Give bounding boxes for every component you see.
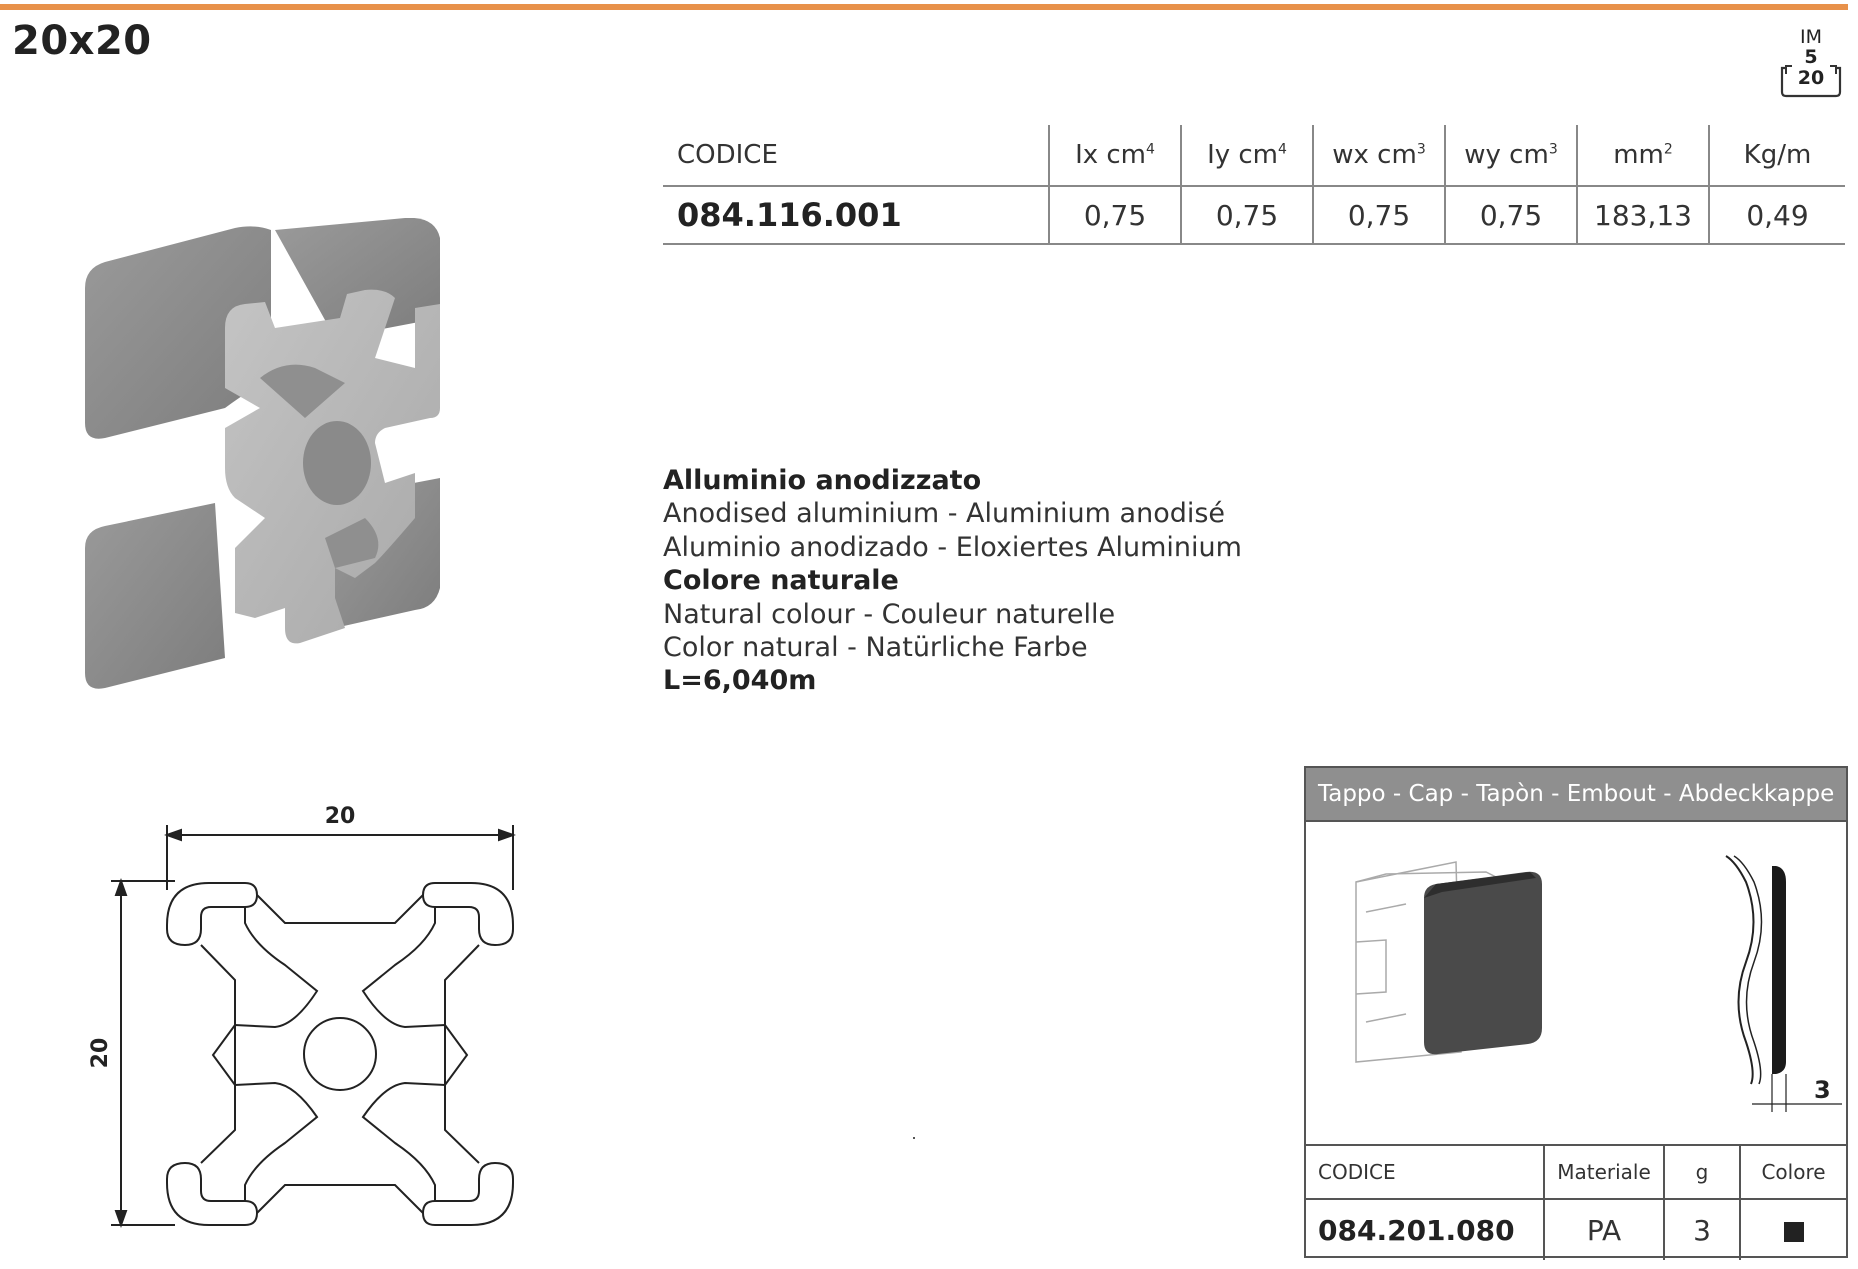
cap-side-section <box>1772 866 1786 1074</box>
profile-center-hole <box>303 421 371 505</box>
spec-iy: 0,75 <box>1181 186 1313 244</box>
profile-technical-drawing <box>85 795 545 1235</box>
cap-table <box>1306 1144 1846 1260</box>
width-dimension-label: 20 <box>324 804 356 829</box>
cap-header-colore: Colore <box>1740 1145 1846 1199</box>
im-badge <box>1778 22 1844 98</box>
page-title: 20x20 <box>12 18 152 64</box>
spec-area: 183,13 <box>1577 186 1709 244</box>
cap-profile-wave <box>1726 856 1754 1084</box>
cap-panel <box>1304 766 1848 1258</box>
cap-title: Tappo - Cap - Tapòn - Embout - Abdeckkappe <box>1306 768 1846 822</box>
desc-colour-es-de: Color natural - Natürliche Farbe <box>663 632 1088 664</box>
spec-header-iy: Iy $cm^4$ <box>1181 125 1313 186</box>
spec-header-weight: Kg/m <box>1709 125 1845 186</box>
profile-3d-image <box>85 218 545 718</box>
spec-header-row <box>663 125 1845 186</box>
colour-swatch-icon <box>1784 1222 1804 1242</box>
stray-dot <box>913 1137 915 1139</box>
cap-header-row <box>1306 1145 1846 1199</box>
spec-code: 084.116.001 <box>663 186 1049 244</box>
desc-colour-en-fr: Natural colour - Couleur naturelle <box>663 598 1116 630</box>
spec-wy: 0,75 <box>1445 186 1577 244</box>
spec-header-wx: wx $cm^3$ <box>1313 125 1445 186</box>
cap-code: 084.201.080 <box>1306 1199 1544 1260</box>
spec-wx: 0,75 <box>1313 186 1445 244</box>
material-description <box>663 464 1242 698</box>
spec-ix: 0,75 <box>1049 186 1181 244</box>
spec-header-wy: wy $cm^3$ <box>1445 125 1577 186</box>
spec-weight: 0,49 <box>1709 186 1845 244</box>
spec-header-area: $mm^2$ <box>1577 125 1709 186</box>
cap-header-materiale: Materiale <box>1544 1145 1664 1199</box>
badge-twenty: 20 <box>1797 67 1825 89</box>
cap-grams: 3 <box>1664 1199 1740 1260</box>
cap-thickness-label: 3 <box>1814 1076 1831 1104</box>
spec-header-ix: Ix $cm^4$ <box>1049 125 1181 186</box>
desc-colour-it: Colore naturale <box>663 565 899 597</box>
cap-body <box>1424 872 1542 1055</box>
desc-material-es-de: Aluminio anodizado - Eloxiertes Aluminium <box>663 531 1242 563</box>
profile-side-bottom-left <box>85 503 225 689</box>
cap-colour-cell <box>1740 1199 1846 1260</box>
accent-top-bar <box>0 4 1848 10</box>
desc-material-en-fr: Anodised aluminium - Aluminium anodisé <box>663 498 1226 530</box>
desc-length: L=6,040m <box>663 665 817 697</box>
table-row <box>663 186 1845 244</box>
badge-five: 5 <box>1804 46 1818 68</box>
cap-header-codice: CODICE <box>1306 1145 1544 1199</box>
cap-material: PA <box>1544 1199 1664 1260</box>
height-dimension-label: 20 <box>88 1037 113 1069</box>
cap-header-grams: g <box>1664 1145 1740 1199</box>
cap-image <box>1306 822 1846 1144</box>
table-row <box>1306 1199 1846 1260</box>
spec-header-codice: CODICE <box>663 125 1049 186</box>
desc-material-it: Alluminio anodizzato <box>663 465 982 496</box>
badge-im: IM <box>1800 26 1822 48</box>
spec-table <box>663 125 1845 245</box>
